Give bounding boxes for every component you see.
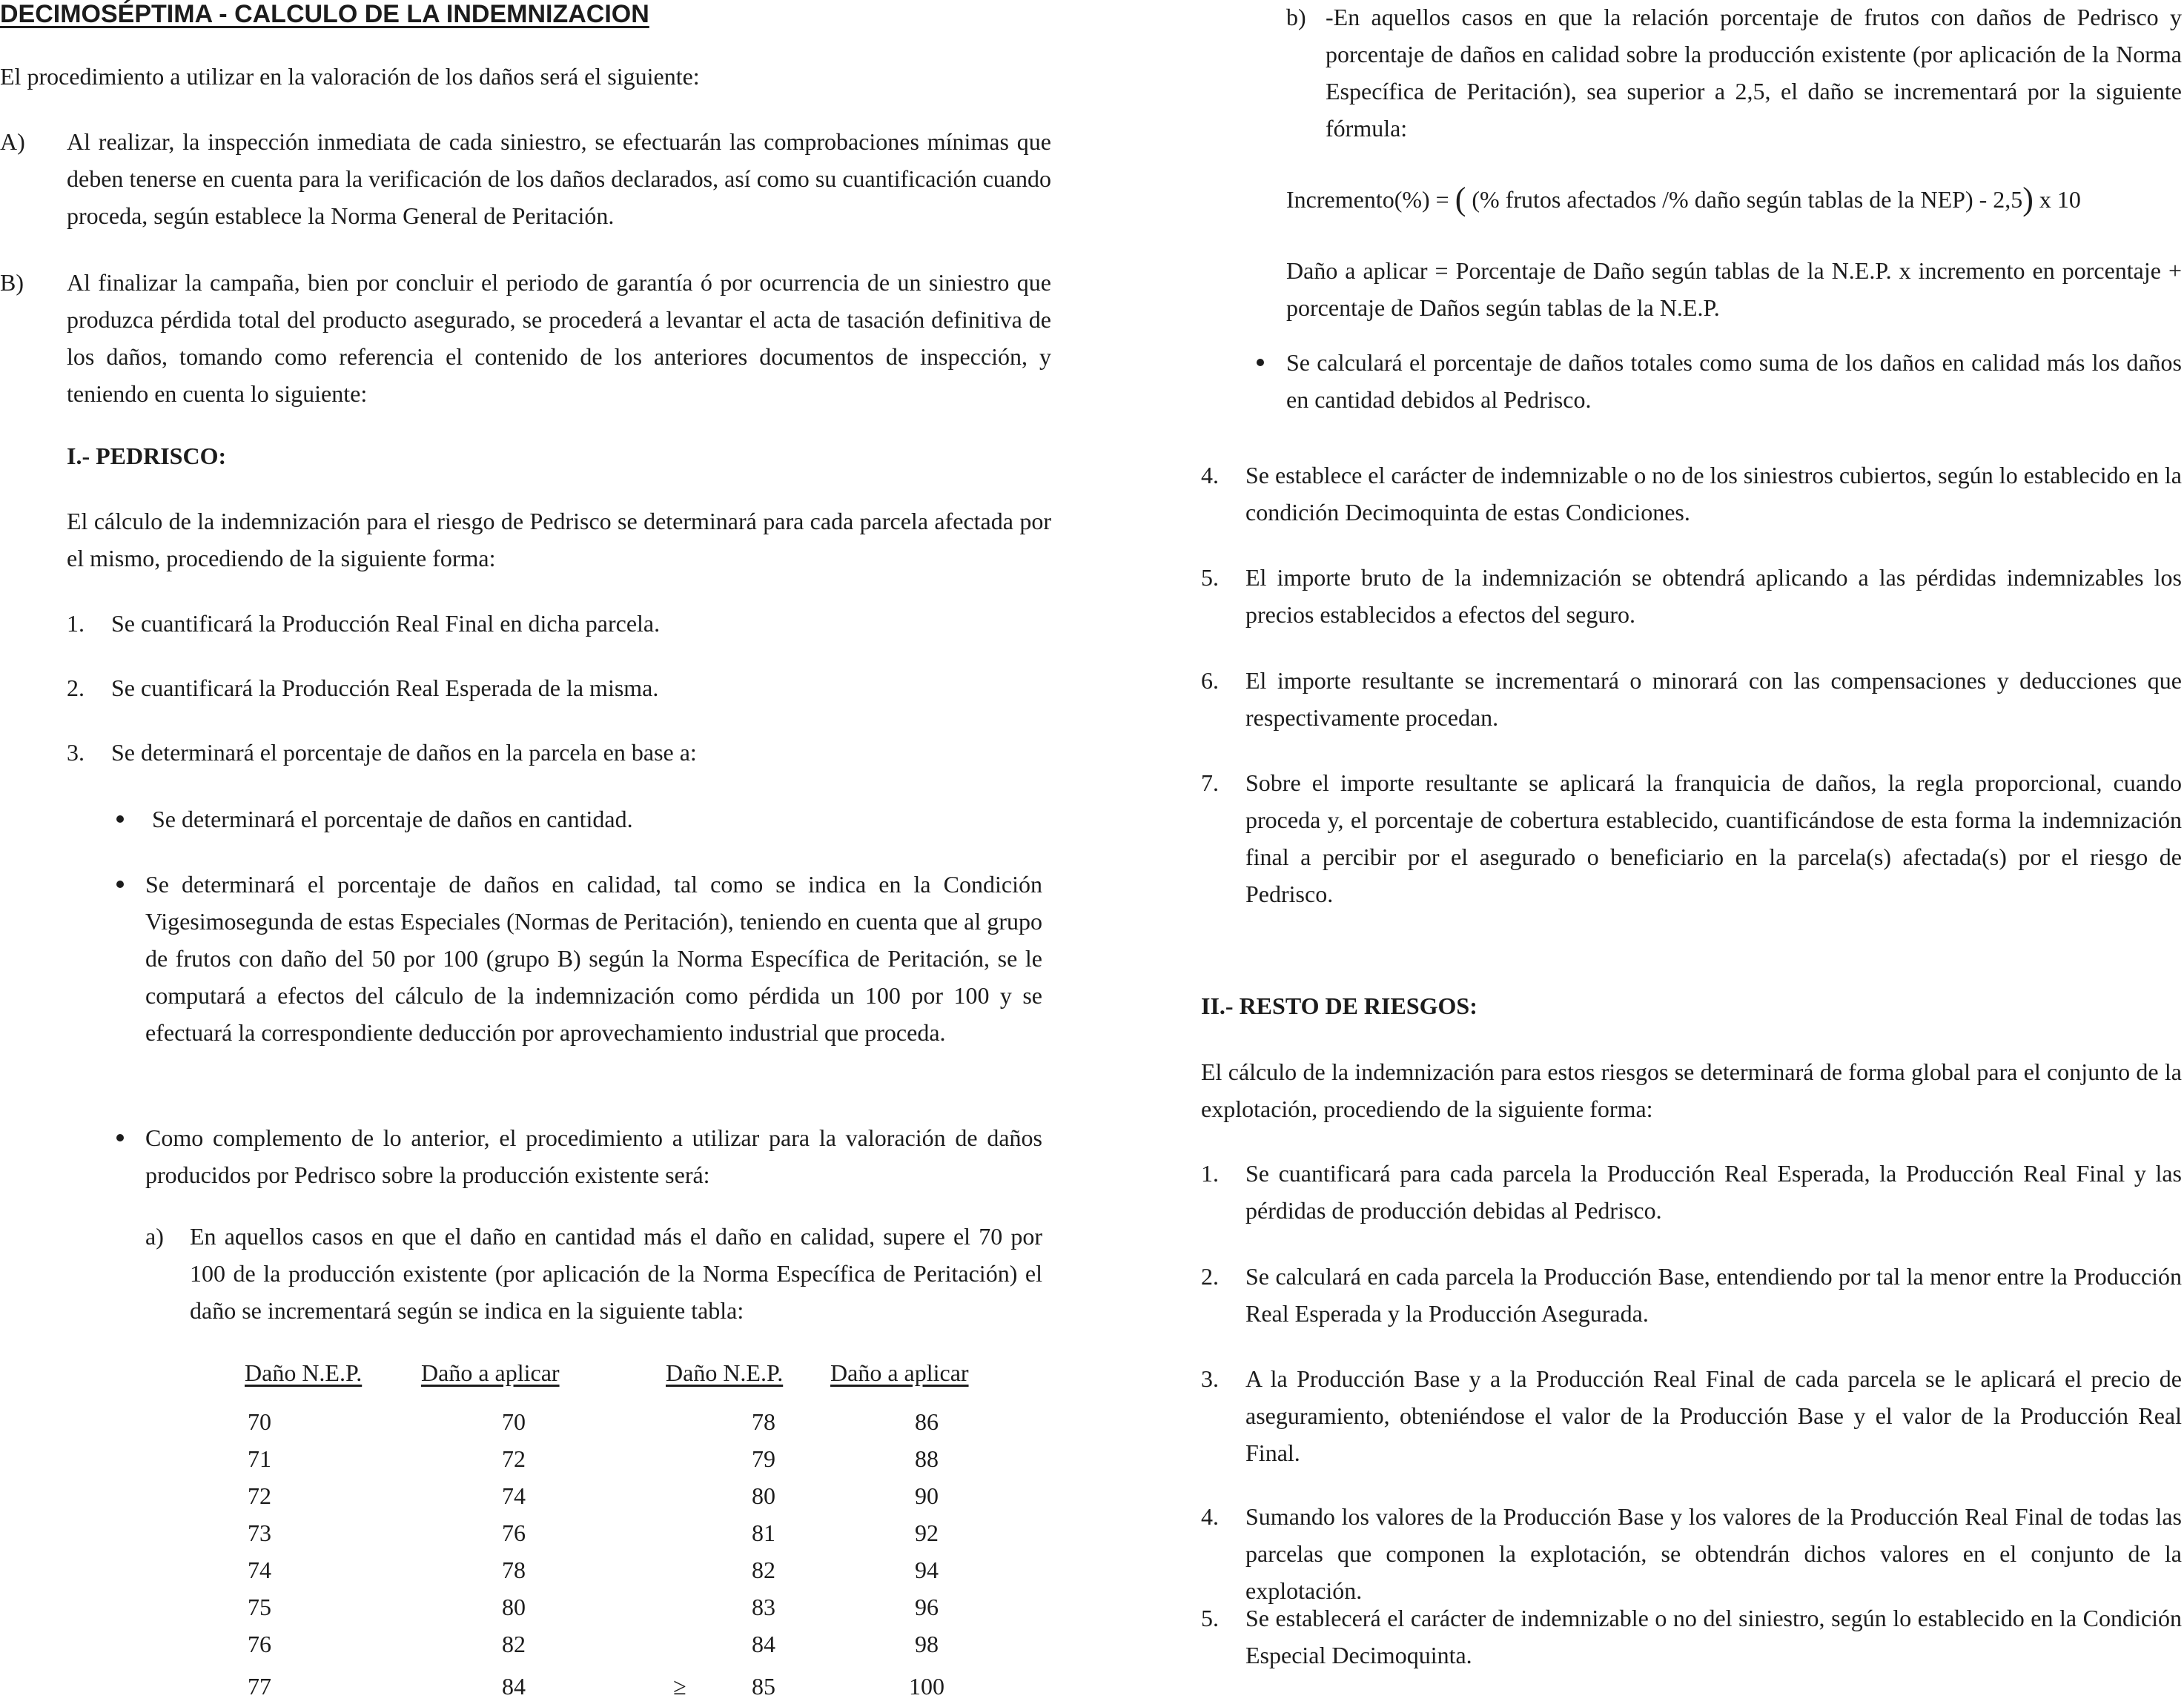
table-cell: 88 [915, 1445, 939, 1472]
pedrisco-item-number: 1. [67, 610, 85, 637]
resto-item-number: 3. [1201, 1365, 1219, 1392]
resto-heading: II.- RESTO DE RIESGOS: [1201, 992, 1477, 1019]
table-cell: 72 [248, 1482, 271, 1509]
resto-item-number: 5. [1201, 1605, 1219, 1631]
document-title: DECIMOSÉPTIMA - CALCULO DE LA INDEMNIZACION [0, 0, 649, 28]
formula-body: (% frutos afectados /% daño según tablas de la NEP) - 2,5 [1466, 186, 2023, 213]
resto-item-number: 1. [1201, 1160, 1219, 1187]
table-cell: 77 [248, 1673, 271, 1700]
table-cell: 78 [752, 1408, 775, 1435]
table-cell: 76 [248, 1631, 271, 1657]
bullet-icon [116, 881, 124, 888]
table-cell: 82 [752, 1557, 775, 1583]
sub-a-text: En aquellos casos en que el daño en cantidad más el daño en calidad, supere el 70 por 100 de la producción existente (por aplicación de la Norma Específica de Peritación) el daño se incrementará según se indica en la siguiente tabla: [190, 1223, 1042, 1324]
increment-formula [1286, 181, 2081, 218]
pedrisco-item-number: 4. [1201, 462, 1219, 488]
resto-item: Sumando los valores de la Producción Base y los valores de la Producción Real Final de todas las parcelas que componen la explotación, se obtendrán dichos valores en el conjunto de la explotación. [1245, 1503, 2182, 1604]
sub-a-marker: a) [145, 1223, 164, 1250]
table-cell: 79 [752, 1445, 775, 1472]
bullet-item: Se determinará el porcentaje de daños en cantidad. [152, 806, 633, 832]
pedrisco-item-number: 2. [67, 674, 85, 701]
table-cell: 80 [502, 1594, 526, 1620]
pedrisco-intro: El cálculo de la indemnización para el riesgo de Pedrisco se determinará para cada parcela afectada por el mismo, procediendo de la siguiente forma: [67, 508, 1051, 571]
sub-b-marker: b) [1286, 4, 1306, 30]
resto-item: Se establecerá el carácter de indemnizable o no del siniestro, según lo establecido en la Condición Especial Decimoquinta. [1245, 1605, 2182, 1668]
table-cell: 86 [915, 1408, 939, 1435]
table-header: Daño a aplicar [830, 1359, 969, 1386]
bullet-icon [116, 1134, 124, 1141]
pedrisco-item: Se cuantificará la Producción Real Esperada de la misma. [111, 674, 659, 701]
table-header: Daño N.E.P. [245, 1359, 363, 1386]
bullet-icon [116, 815, 124, 823]
table-cell: 92 [915, 1519, 939, 1546]
pedrisco-item: Se cuantificará la Producción Real Final en dicha parcela. [111, 610, 661, 637]
pedrisco-item: Sobre el importe resultante se aplicará la franquicia de daños, la regla proporcional, cuando proceda y, el porcentaje de cobertura establecido, cuantificándose de esta forma la indemnización final a percibir por el asegurado o beneficiario en la parcela(s) afectada(s) por el riesgo de Pedrisco. [1245, 769, 2182, 907]
resto-item-number: 2. [1201, 1263, 1219, 1290]
table-cell: 76 [502, 1519, 526, 1546]
intro-paragraph: El procedimiento a utilizar en la valoración de los daños será el siguiente: [0, 63, 700, 90]
table-cell: 96 [915, 1594, 939, 1620]
section-b-text: Al finalizar la campaña, bien por concluir el periodo de garantía ó por ocurrencia de un siniestro que produzca pérdida total del producto asegurado, se procederá a levantar el acta de tasación definitiva de los daños, tomando como referencia el contenido de los anteriores documentos de inspección, y teniendo en cuenta lo siguiente: [67, 269, 1051, 407]
bullet-icon [1257, 359, 1264, 366]
table-cell: 70 [248, 1408, 271, 1435]
pedrisco-item: El importe resultante se incrementará o minorará con las compensaciones y deducciones que respectivamente procedan. [1245, 667, 2182, 731]
table-cell: 84 [502, 1673, 526, 1700]
table-header: Daño a aplicar [421, 1359, 560, 1386]
table-cell: 73 [248, 1519, 271, 1546]
resto-item: A la Producción Base y a la Producción Real Final de cada parcela se le aplicará el precio de aseguramiento, obteniéndose el valor de la Producción Base y el valor de la Producción Real Final. [1245, 1365, 2182, 1466]
table-cell: 81 [752, 1519, 775, 1546]
table-cell: 82 [502, 1631, 526, 1657]
sub-b-text: -En aquellos casos en que la relación porcentaje de frutos con daños de Pedrisco y porcentaje de daños en calidad sobre la producción existente (por aplicación de la Norma Específica de Peritación), sea superior a 2,5, el daño se incrementará por la siguiente fórmula: [1326, 4, 2182, 142]
formula-tail: x 10 [2033, 186, 2081, 213]
table-cell: 74 [248, 1557, 271, 1583]
pedrisco-item: Se determinará el porcentaje de daños en la parcela en base a: [111, 739, 697, 766]
dano-aplicar-text: Daño a aplicar = Porcentaje de Daño según tablas de la N.E.P. x incremento en porcentaje + porcentaje de Daños según tablas de la N.E.P. [1286, 257, 2182, 321]
table-cell: 78 [502, 1557, 526, 1583]
bullet-item: Como complemento de lo anterior, el procedimiento a utilizar para la valoración de daños producidos por Pedrisco sobre la producción existente será: [145, 1124, 1042, 1188]
formula-open-paren: ( [1455, 181, 1466, 217]
resto-item-number: 4. [1201, 1503, 1219, 1530]
table-cell: 83 [752, 1594, 775, 1620]
bullet-item: Se calculará el porcentaje de daños totales como suma de los daños en calidad más los daños en cantidad debidos al Pedrisco. [1286, 349, 2182, 413]
formula-close-paren: ) [2022, 181, 2034, 217]
section-a-text: Al realizar, la inspección inmediata de cada siniestro, se efectuarán las comprobaciones mínimas que deben tenerse en cuenta para la verificación de los daños declarados, así como su cuantificación cuando proceda, según establece la Norma General de Peritación. [67, 128, 1051, 229]
pedrisco-item-number: 5. [1201, 564, 1219, 591]
bullet-item: Se determinará el porcentaje de daños en calidad, tal como se indica en la Condición Vigesimosegunda de estas Especiales (Normas de Peritación), teniendo en cuenta que al grupo de frutos con daño del 50 por 100 (grupo B) según la Norma Específica de Peritación, se le computará a efectos del cálculo de la indemnización como pérdida un 100 por 100 y se efectuará la correspondiente deducción por aprovechamiento industrial que proceda. [145, 871, 1042, 1046]
table-cell: 94 [915, 1557, 939, 1583]
formula-lhs: Incremento(%) = [1286, 186, 1455, 213]
table-cell: 85 [752, 1673, 775, 1700]
table-cell: 80 [752, 1482, 775, 1509]
resto-intro: El cálculo de la indemnización para estos riesgos se determinará de forma global para el conjunto de la explotación, procediendo de la siguiente forma: [1201, 1058, 2182, 1122]
table-cell: 75 [248, 1594, 271, 1620]
table-cell: 90 [915, 1482, 939, 1509]
table-cell: 72 [502, 1445, 526, 1472]
greater-or-equal-symbol: ≥ [673, 1673, 686, 1700]
pedrisco-item-number: 3. [67, 739, 85, 766]
section-a-marker: A) [0, 128, 25, 155]
pedrisco-item: Se establece el carácter de indemnizable o no de los siniestros cubiertos, según lo establecido en la condición Decimoquinta de estas Condiciones. [1245, 462, 2182, 526]
table-cell: 98 [915, 1631, 939, 1657]
resto-item: Se cuantificará para cada parcela la Producción Real Esperada, la Producción Real Final y las pérdidas de producción debidas al Pedrisco. [1245, 1160, 2182, 1224]
table-header: Daño N.E.P. [666, 1359, 784, 1386]
section-b-marker: B) [0, 269, 24, 296]
table-cell: 71 [248, 1445, 271, 1472]
table-cell: 74 [502, 1482, 526, 1509]
pedrisco-item-number: 7. [1201, 769, 1219, 796]
resto-item: Se calculará en cada parcela la Producción Base, entendiendo por tal la menor entre la Producción Real Esperada y la Producción Asegurada. [1245, 1263, 2182, 1327]
table-cell: 84 [752, 1631, 775, 1657]
pedrisco-heading: I.- PEDRISCO: [67, 443, 227, 469]
table-cell: 100 [909, 1673, 944, 1700]
pedrisco-item-number: 6. [1201, 667, 1219, 694]
pedrisco-item: El importe bruto de la indemnización se obtendrá aplicando a las pérdidas indemnizables los precios establecidos a efectos del seguro. [1245, 564, 2182, 628]
table-cell: 70 [502, 1408, 526, 1435]
